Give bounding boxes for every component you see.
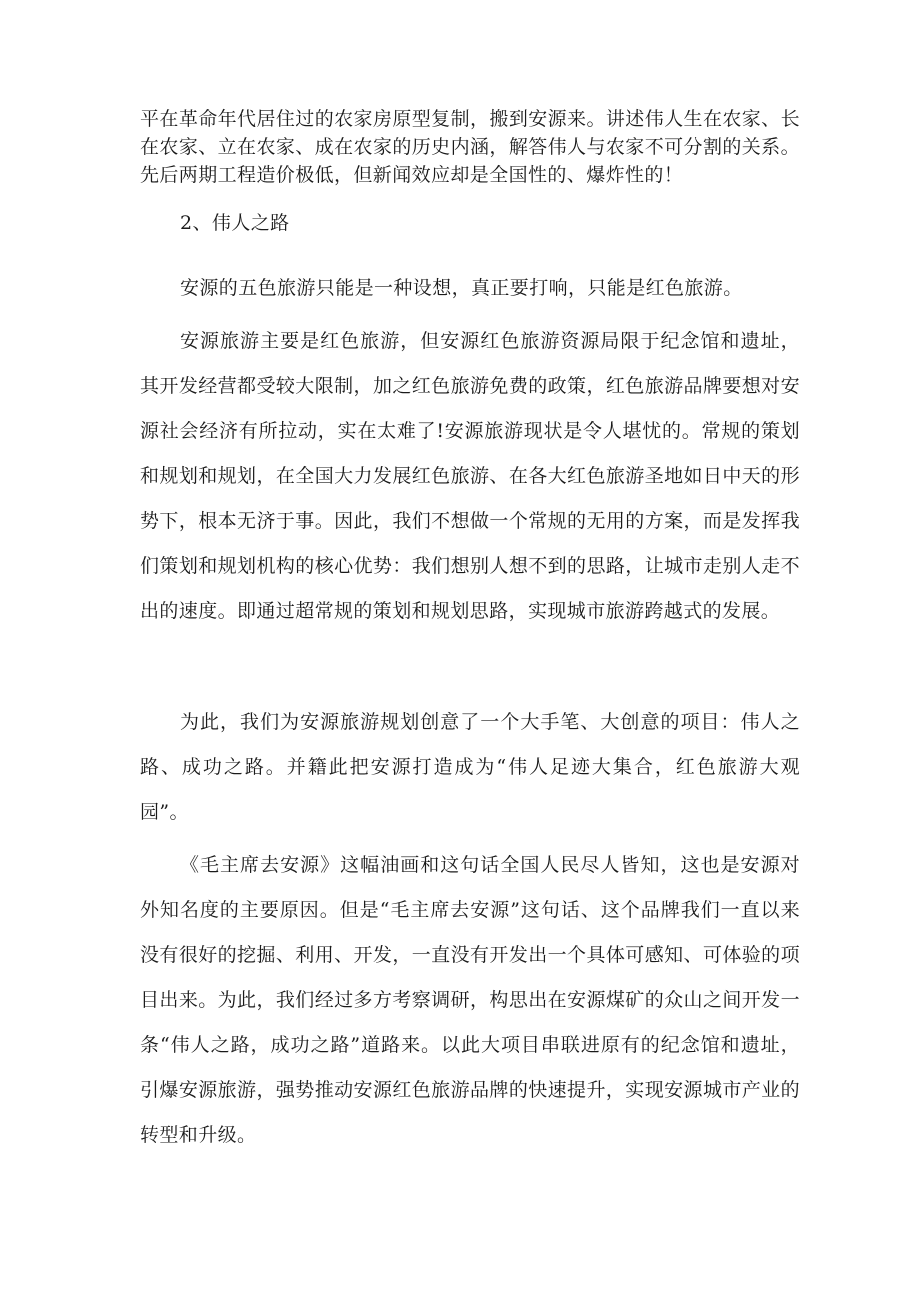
paragraph-five-colors: 安源的五色旅游只能是一种设想，真正要打响，只能是红色旅游。 (180, 277, 743, 299)
intro-paragraph: 平在革命年代居住过的农家房原型复制，搬到安源来。讲述伟人生在农家、长在农家、立在农家、成在农家的历史内涵，解答伟人与农家不可分割的关系。先后两期工程造价极低，但新闻效应却是全国性的、爆炸性的！ (140, 108, 800, 186)
paragraph-chairman-mao: 《毛主席去安源》这幅油画和这句话全国人民尽人皆知，这也是安源对外知名度的主要原因。但是“毛主席去安源”这句话、这个品牌我们一直以来没有很好的挖掘、利用、开发，一直没有开发出一个具体可感知、可体验的项目出来。为此，我们经过多方考察调研，构思出在安源煤矿的众山之间开发一条“伟人之路，成功之路”道路来。以此大项目串联进原有的纪念馆和遗址，引爆安源旅游，强势推动安源红色旅游品牌的快速提升，实现安源城市产业的转型和升级。 (140, 854, 800, 1146)
section-heading: 2、伟人之路 (180, 212, 290, 234)
paragraph-great-man-road: 为此，我们为安源旅游规划创意了一个大手笔、大创意的项目：伟人之路、成功之路。并籍此把安源打造成为“伟人足迹大集合，红色旅游大观园”。 (140, 711, 800, 823)
paragraph-red-tourism: 安源旅游主要是红色旅游，但安源红色旅游资源局限于纪念馆和遗址，其开发经营都受较大限制，加之红色旅游免费的政策，红色旅游品牌要想对安源社会经济有所拉动，实在太难了!安源旅游现状是令人堪忧的。常规的策划和规划和规划，在全国大力发展红色旅游、在各大红色旅游圣地如日中天的形势下，根本无济于事。因此，我们不想做一个常规的无用的方案，而是发挥我们策划和规划机构的核心优势：我们想别人想不到的思路，让城市走别人走不出的速度。即通过超常规的策划和规划思路，实现城市旅游跨越式的发展。 (140, 330, 800, 622)
